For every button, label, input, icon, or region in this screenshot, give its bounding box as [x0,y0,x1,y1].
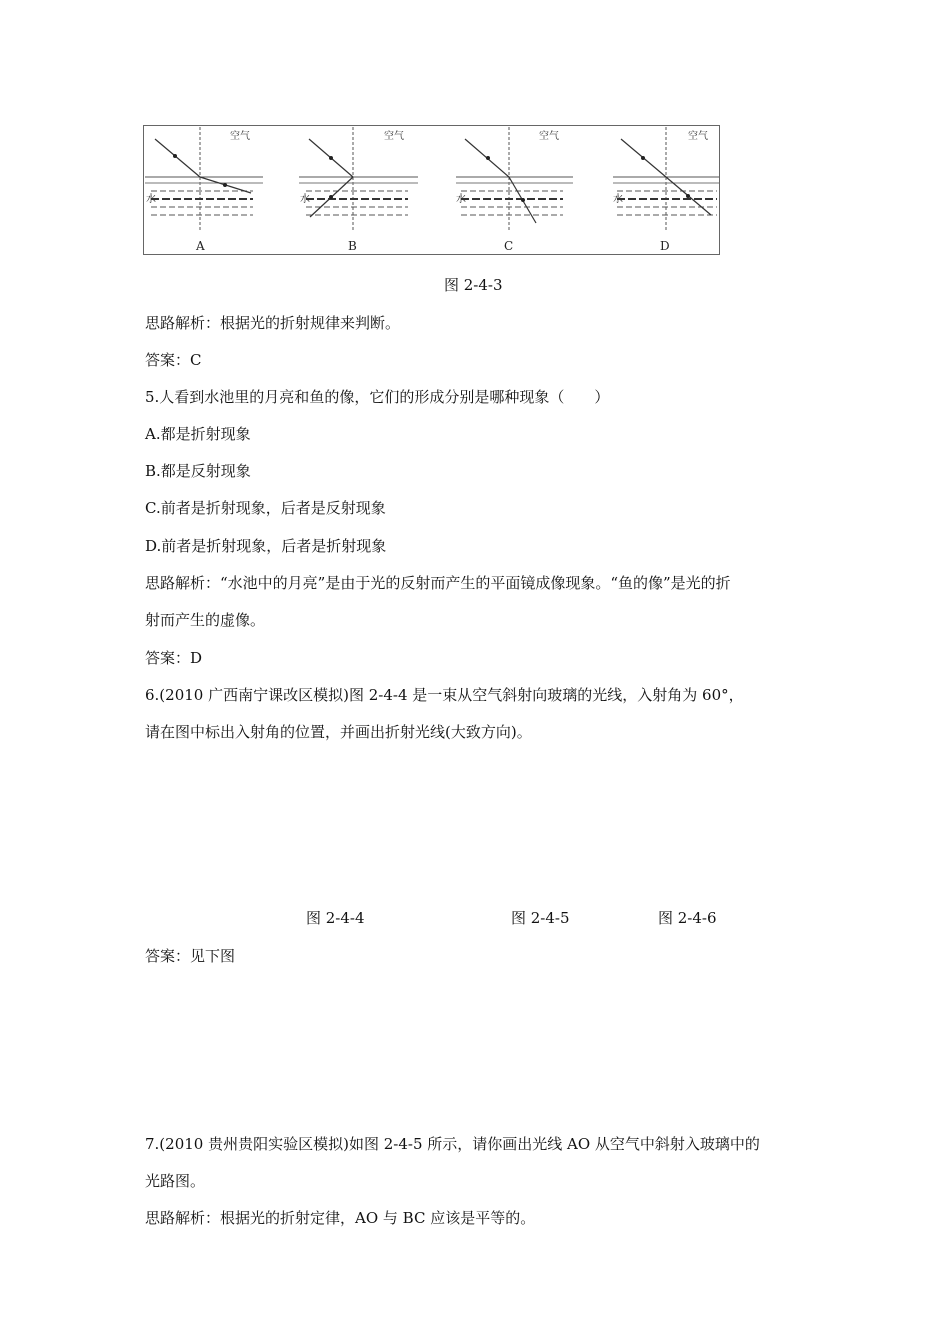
q5-option-a: A.都是折射现象 [145,425,251,443]
q7-question-line2: 光路图。 [145,1172,206,1190]
q5-analysis-line1: 思路解析：“水池中的月亮”是由于光的反射而产生的平面镜成像现象。“鱼的像”是光的折 [145,574,731,592]
q7-question-line1: 7.(2010 贵州贵阳实验区模拟)如图 2-4-5 所示，请你画出光线 AO 从空气中斜射入玻璃中的 [145,1135,760,1153]
q6-question-line1: 6.(2010 广西南宁课改区模拟)图 2-4-4 是一束从空气斜射向玻璃的光线，入射角为 60°， [145,686,744,704]
water-label: 水 [613,194,623,205]
q5-question: 5.人看到水池里的月亮和鱼的像，它们的形成分别是哪种现象（ ） [145,388,610,406]
water-label: 水 [456,194,466,205]
q6-answer: 答案：见下图 [145,947,236,965]
figure-caption-2-4-3: 图 2-4-3 [444,276,503,294]
figure-caption-2-4-5: 图 2-4-5 [511,909,570,927]
panel-label: D [660,239,670,253]
panel-label: B [348,239,357,253]
figure-caption-2-4-4: 图 2-4-4 [306,909,365,927]
q5-analysis-line2: 射而产生的虚像。 [145,611,266,629]
water-label: 水 [300,194,310,205]
figure-caption-2-4-6: 图 2-4-6 [658,909,717,927]
refraction-diagram [143,125,720,255]
water-label: 水 [146,194,156,205]
panel-label: C [504,239,514,253]
q5-option-d: D.前者是折射现象，后者是折射现象 [145,537,387,555]
q5-option-c: C.前者是折射现象，后者是反射现象 [145,499,386,517]
air-label: 空气 [688,131,708,142]
air-label: 空气 [230,131,250,142]
panel-label: A [196,239,205,253]
air-label: 空气 [384,131,404,142]
refraction-figure-2-4-3 [143,125,720,255]
q7-analysis: 思路解析：根据光的折射定律，AO 与 BC 应该是平等的。 [145,1209,536,1227]
q5-answer: 答案：D [145,649,203,667]
q6-question-line2: 请在图中标出入射角的位置，并画出折射光线(大致方向)。 [145,723,532,741]
q5-option-b: B.都是反射现象 [145,462,251,480]
q4-analysis: 思路解析：根据光的折射规律来判断。 [145,314,401,332]
air-label: 空气 [539,131,559,142]
q4-answer: 答案：C [145,351,202,369]
